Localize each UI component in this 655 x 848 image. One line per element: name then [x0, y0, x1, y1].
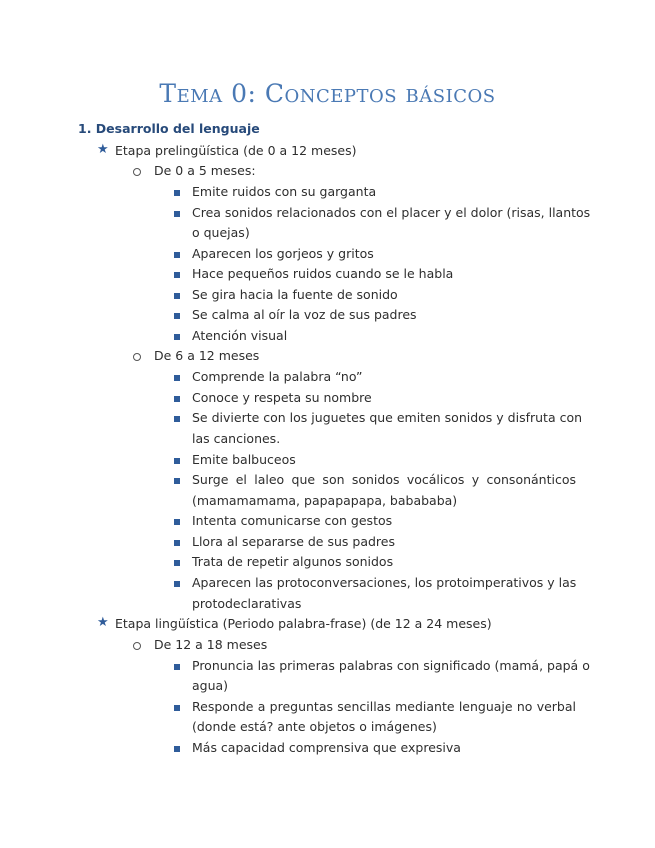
square-bullet-icon	[174, 540, 180, 546]
list-item: Se calma al oír la voz de sus padres	[192, 307, 417, 322]
circle-bullet-icon	[133, 353, 141, 361]
list-item: Comprende la palabra “no”	[192, 369, 363, 384]
stage-heading: Etapa lingüística (Periodo palabra-frase) (de 12 a 24 meses)	[115, 616, 492, 631]
list-item: Emite balbuceos	[192, 452, 296, 467]
list-item: Hace pequeños ruidos cuando se le habla	[192, 266, 454, 281]
sub-heading: De 0 a 5 meses:	[154, 163, 256, 178]
list-item: Aparecen los gorjeos y gritos	[192, 246, 374, 261]
list-item: Pronuncia las primeras palabras con significado (mamá, papá o	[192, 658, 590, 673]
square-bullet-icon	[174, 313, 180, 319]
list-item: Intenta comunicarse con gestos	[192, 513, 393, 528]
circle-bullet-icon	[133, 642, 141, 650]
stage-heading: Etapa prelingüística (de 0 a 12 meses)	[115, 143, 357, 158]
square-bullet-icon	[174, 190, 180, 196]
square-bullet-icon	[174, 396, 180, 402]
list-item-continuation: protodeclarativas	[192, 596, 302, 611]
square-bullet-icon	[174, 705, 180, 711]
square-bullet-icon	[174, 581, 180, 587]
list-item: Responde a preguntas sencillas mediante lenguaje no verbal	[192, 699, 576, 714]
list-item: Emite ruidos con su garganta	[192, 184, 377, 199]
list-item-continuation: o quejas)	[192, 225, 250, 240]
square-bullet-icon	[174, 746, 180, 752]
list-item: Atención visual	[192, 328, 288, 343]
square-bullet-icon	[174, 560, 180, 566]
list-item-continuation: las canciones.	[192, 431, 281, 446]
square-bullet-icon	[174, 375, 180, 381]
list-item-continuation: agua)	[192, 678, 229, 693]
square-bullet-icon	[174, 252, 180, 258]
section-heading: 1. Desarrollo del lenguaje	[78, 121, 260, 136]
star-icon: ★	[97, 615, 109, 630]
square-bullet-icon	[174, 416, 180, 422]
square-bullet-icon	[174, 272, 180, 278]
list-item: Se gira hacia la fuente de sonido	[192, 287, 398, 302]
page-title: Tema 0: Conceptos básicos	[159, 79, 496, 108]
list-item: Más capacidad comprensiva que expresiva	[192, 740, 461, 755]
list-item-continuation: (donde está? ante objetos o imágenes)	[192, 719, 437, 734]
square-bullet-icon	[174, 458, 180, 464]
square-bullet-icon	[174, 519, 180, 525]
list-item: Llora al separarse de sus padres	[192, 534, 395, 549]
square-bullet-icon	[174, 478, 180, 484]
list-item-continuation: (mamamamama, papapapapa, babababa)	[192, 493, 458, 508]
list-item: Surge el laleo que son sonidos vocálicos y consonánticos	[192, 472, 576, 487]
circle-bullet-icon	[133, 168, 141, 176]
list-item: Aparecen las protoconversaciones, los protoimperativos y las	[192, 575, 577, 590]
star-icon: ★	[97, 142, 109, 157]
list-item: Se divierte con los juguetes que emiten sonidos y disfruta con	[192, 410, 583, 425]
square-bullet-icon	[174, 293, 180, 299]
square-bullet-icon	[174, 211, 180, 217]
list-item: Conoce y respeta su nombre	[192, 390, 372, 405]
sub-heading: De 6 a 12 meses	[154, 348, 260, 363]
list-item: Trata de repetir algunos sonidos	[192, 554, 394, 569]
list-item: Crea sonidos relacionados con el placer y el dolor (risas, llantos	[192, 205, 591, 220]
square-bullet-icon	[174, 334, 180, 340]
sub-heading: De 12 a 18 meses	[154, 637, 268, 652]
square-bullet-icon	[174, 664, 180, 670]
